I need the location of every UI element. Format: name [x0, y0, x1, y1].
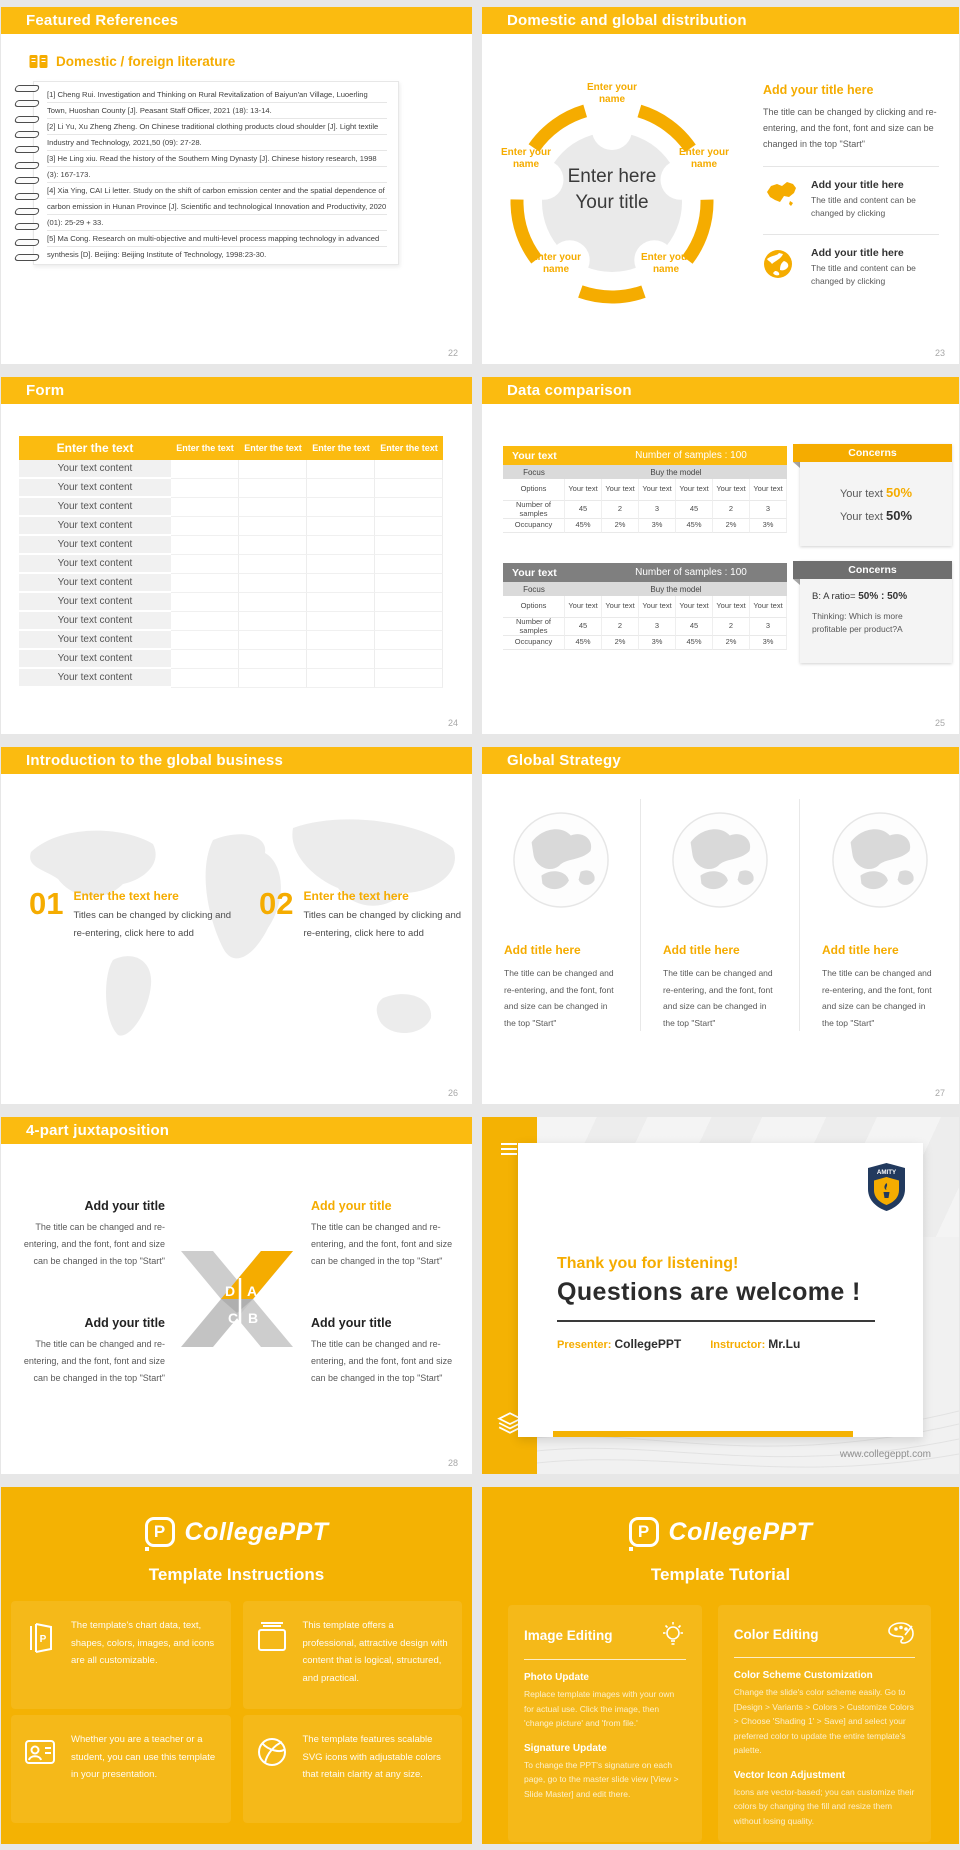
- globe-graphic: [512, 811, 610, 909]
- table-cell: Your text: [565, 596, 602, 618]
- page-number: 27: [934, 1088, 945, 1098]
- heading-rule: [557, 1320, 875, 1322]
- slide-title-bar: Form: [1, 377, 472, 404]
- slide-title-bar: Domestic and global distribution: [482, 7, 959, 34]
- table-cell: 3: [639, 618, 676, 636]
- card-heading: Image Editing: [524, 1627, 613, 1643]
- website-url: www.collegeppt.com: [839, 1449, 931, 1460]
- notebook-graphic: [15, 81, 399, 265]
- instruction-item: [11, 1715, 231, 1823]
- concern-line: Thinking: Which is more profitable per product?A: [812, 611, 903, 634]
- topic-text: Change the slide's color scheme easily. Go to [Design > Variants > Colors > Customize Colors > Choose 'Shading 1' > Save] and select your preferred color to update the entire template's palette.: [733, 1687, 914, 1755]
- brand-name: CollegePPT: [668, 1517, 813, 1546]
- table-row: Your text content: [19, 498, 443, 517]
- column-heading: Add title here: [504, 943, 581, 957]
- world-map-graphic: [1, 802, 472, 1097]
- tutorial-topic: [524, 1672, 686, 1731]
- table-cell: 2: [713, 501, 750, 519]
- university-shield-logo: [868, 1163, 905, 1211]
- flipchart-icon: [23, 1617, 59, 1693]
- juxtaposition-block: [311, 1199, 453, 1270]
- ring-label: Enter your name: [530, 252, 581, 275]
- china-map-icon: [763, 179, 801, 209]
- table-cell: Your text: [676, 479, 713, 501]
- menu-icon: [501, 1143, 517, 1158]
- table-row: Your text content: [19, 574, 443, 593]
- column-header: Enter the text: [176, 443, 234, 453]
- palette-icon: [887, 1621, 915, 1647]
- column-body: The title can be changed and re-entering, and the font, font and size can be changed in the top "Start": [663, 968, 773, 1028]
- numbered-item: [259, 887, 463, 943]
- svg-text:A: A: [246, 1283, 258, 1299]
- topic-text: To change the PPT's signature on each page, go to the master slide view [View > Slide Master] and edit there.: [524, 1759, 679, 1799]
- topic-name: Signature Update: [524, 1742, 607, 1754]
- concern-line: B: A ratio= 50% : 50%: [812, 591, 908, 602]
- juxtaposition-block: [23, 1316, 165, 1387]
- table-cell: Your text: [713, 479, 750, 501]
- tutorial-topic: [524, 1743, 686, 1802]
- strategy-columns: [482, 799, 959, 1031]
- table-cell: 3%: [750, 636, 787, 650]
- globe-graphic: [671, 811, 769, 909]
- slide-distribution: [482, 7, 959, 364]
- table-cell: 2%: [713, 636, 750, 650]
- globe-icon: [763, 247, 801, 279]
- topic-name: Vector Icon Adjustment: [733, 1769, 846, 1781]
- window-icon: [255, 1617, 291, 1693]
- focus-row: Focus Buy the model: [503, 465, 787, 479]
- concerns-panel-1: [800, 444, 952, 546]
- column-header: Enter the text: [380, 443, 438, 453]
- table-header: Your text Number of samples : 100: [503, 446, 787, 465]
- table-cell: Your text: [602, 596, 639, 618]
- table-cell: Your text: [602, 479, 639, 501]
- comparison-table-1: [503, 446, 787, 533]
- thank-you-card: [518, 1143, 923, 1437]
- form-table: [19, 436, 443, 688]
- reference-item: [1] Cheng Rui. Investigation and Thinking on Rural Revitalization of Baiyun'an Village, Luoerling Town, Huoshan County [J]. Peasant Staff Officer, 2021 (18): 13-14.: [47, 90, 368, 115]
- table-header-row: [19, 436, 443, 460]
- panel-title: Template Tutorial: [650, 1565, 791, 1584]
- block-heading: Add your title: [311, 1316, 392, 1330]
- table-row: Your text content: [19, 669, 443, 688]
- slide-title-bar: Data comparison: [482, 377, 959, 404]
- reference-item: [4] Xia Ying, CAI Li letter. Study on the shift of carbon emission center and the spatial dependence of carbon emission in Hunan Province [J]. Scientific and technological Innovation and Productivity, 2020 (01): 25-29 + 33.: [47, 186, 387, 227]
- item-heading: Enter the text here: [303, 889, 409, 903]
- slide-featured-references: [1, 7, 472, 364]
- page-number: 23: [934, 348, 945, 358]
- spiral-binding: [15, 85, 45, 261]
- item-body: Titles can be changed by clicking and re-entering, click here to add: [73, 910, 232, 939]
- block-heading: Add your title: [84, 1316, 165, 1330]
- table-row: Your text content: [19, 460, 443, 479]
- column-heading: Add your title here: [763, 83, 874, 97]
- item-body: The title and content can be changed by clicking: [811, 263, 916, 286]
- table-cell: 45%: [676, 519, 713, 533]
- instruction-text: The template features scalable SVG icons with adjustable colors that retain clarity at any size.: [302, 1734, 441, 1780]
- table-cell: 3%: [639, 519, 676, 533]
- table-cell: 2: [713, 618, 750, 636]
- block-heading: Add your title: [84, 1199, 165, 1213]
- table-cell: Your text: [750, 596, 787, 618]
- item-body: Titles can be changed by clicking and re-entering, click here to add: [303, 910, 462, 939]
- table-row: Your text content: [19, 479, 443, 498]
- item-heading: Add your title here: [811, 247, 904, 259]
- strategy-column: [482, 799, 641, 1031]
- column-header: Enter the text: [244, 443, 302, 453]
- item-number: 02: [259, 886, 294, 921]
- table-row: Your text content: [19, 650, 443, 669]
- column-heading: Add title here: [663, 943, 740, 957]
- section-heading-label: Domestic / foreign literature: [56, 54, 236, 69]
- slide-title-bar: Global Strategy: [482, 747, 959, 774]
- topic-name: Color Scheme Customization: [733, 1670, 873, 1681]
- brand-p-icon: P: [629, 1517, 659, 1547]
- page-number: 28: [447, 1458, 458, 1468]
- ring-label: Enter your name: [678, 147, 729, 170]
- card-heading: Color Editing: [733, 1626, 819, 1642]
- column-header: Enter the text: [312, 443, 370, 453]
- concern-line: Your text 50%: [839, 508, 913, 523]
- block-body: The title can be changed and re-entering, and the font, font and size can be changed in the top "Start": [311, 1339, 453, 1383]
- ring-label: Enter your name: [640, 252, 691, 275]
- topic-text: Icons are vector-based; you can customize their colors by changing the fill and resize them without losing quality.: [733, 1786, 915, 1826]
- open-book-icon: [29, 54, 48, 69]
- slide-title-bar: 4-part juxtaposition: [1, 1117, 472, 1144]
- table-cell: 45%: [565, 519, 602, 533]
- slide-title-bar: Featured References: [1, 7, 472, 34]
- ring-label: Enter your name: [586, 82, 637, 105]
- diagram-center-title: Enter here Your title: [567, 166, 657, 213]
- table-row: Occupancy 45% 2% 3% 45% 2% 3%: [503, 519, 787, 533]
- comparison-table-2: [503, 563, 787, 650]
- table-row: Your text content: [19, 631, 443, 650]
- reference-list: [47, 87, 387, 259]
- concern-line: Your text 50%: [839, 485, 913, 500]
- juxtaposition-block: [23, 1199, 165, 1270]
- instruction-text: The template's chart data, text, shapes, colors, images, and icons are all customizable.: [71, 1620, 215, 1666]
- slide-global-strategy: [482, 747, 959, 1104]
- item-heading: Enter the text here: [73, 889, 179, 903]
- table-cell: 45: [565, 618, 602, 636]
- svg-text:D: D: [224, 1283, 236, 1299]
- table-cell: 3: [750, 501, 787, 519]
- brand-name: CollegePPT: [184, 1517, 329, 1546]
- item-number: 01: [29, 886, 64, 921]
- page-number: 26: [447, 1088, 458, 1098]
- juxtaposition-block: [311, 1316, 453, 1387]
- panel-template-instructions: [1, 1487, 472, 1844]
- ribbon-fold: [793, 579, 800, 585]
- page-number: 24: [447, 718, 458, 728]
- table-cell: 45%: [676, 636, 713, 650]
- table-row: Your text content: [19, 593, 443, 612]
- table-row: Number of samples 45 2 3 45 2 3: [503, 501, 787, 519]
- presenter-line: Presenter: CollegePPT Instructor: Mr.Lu: [557, 1337, 801, 1351]
- divider: [763, 234, 939, 235]
- concerns-header: Concerns: [793, 444, 952, 462]
- tutorial-card-color-editing: [718, 1605, 931, 1842]
- brand-p-icon: P: [145, 1517, 175, 1547]
- block-body: The title can be changed and re-entering, and the font, font and size can be changed in the top "Start": [23, 1339, 165, 1383]
- table-cell: 2%: [602, 636, 639, 650]
- table-row: Your text content: [19, 612, 443, 631]
- svg-text:P: P: [39, 1634, 47, 1645]
- accent-strip: [553, 1431, 853, 1437]
- section-heading: [29, 54, 235, 69]
- reference-item: [3] He Ling xiu. Read the history of the Southern Ming Dynasty [J]. Chinese history research, 1998 (3): 167-173.: [47, 154, 377, 179]
- distribution-text-column: [763, 83, 939, 288]
- slide-global-business: [1, 747, 472, 1104]
- reference-item: [2] Li Yu, Xu Zheng Zheng. On Chinese traditional clothing products cloud shoulder [J]. Light textile Industry and Technology, 2021,50 (09): 27-28.: [47, 122, 379, 147]
- bulb-icon: [660, 1621, 686, 1649]
- tutorial-topic: [734, 1670, 915, 1758]
- concerns-header: Concerns: [793, 561, 952, 579]
- table-row: Options Your text Your text Your text Your text Your text Your text: [503, 596, 787, 618]
- slide-data-comparison: [482, 377, 959, 734]
- x-ribbon-graphic: [169, 1250, 305, 1348]
- panel-template-tutorial: [482, 1487, 959, 1844]
- svg-text:AMITY: AMITY: [876, 1169, 897, 1176]
- table-cell: 3: [750, 618, 787, 636]
- id-card-icon: [23, 1731, 59, 1807]
- table-row: Your text content: [19, 517, 443, 536]
- table-row: Your text content: [19, 555, 443, 574]
- ribbon-fold: [793, 462, 800, 468]
- brand-logo: [1, 1517, 472, 1547]
- table-header: Your text Number of samples : 100: [503, 563, 787, 582]
- table-row: Number of samples 45 2 3 45 2 3: [503, 618, 787, 636]
- table-cell: 3%: [750, 519, 787, 533]
- distribution-item: [763, 247, 939, 288]
- page-number: 25: [934, 718, 945, 728]
- table-cell: Your text: [676, 596, 713, 618]
- svg-text:C: C: [227, 1310, 239, 1326]
- globe-graphic: [831, 811, 929, 909]
- table-cell: 2: [602, 501, 639, 519]
- column-body: The title can be changed by clicking and re-entering, and the font, font and size can be changed in the top "Start": [763, 107, 937, 149]
- topic-name: Photo Update: [524, 1672, 589, 1683]
- ring-label: Enter your name: [500, 147, 551, 170]
- slide-juxtaposition: [1, 1117, 472, 1474]
- instruction-text: Whether you are a teacher or a student, you can use this template in your presentation.: [71, 1734, 216, 1780]
- divider: [763, 166, 939, 167]
- table-row: Your text content: [19, 536, 443, 555]
- instruction-item: [243, 1601, 463, 1709]
- thanks-subtitle: Thank you for listening!: [557, 1255, 739, 1272]
- table-cell: Your text: [565, 479, 602, 501]
- panel-title: Template Instructions: [148, 1565, 325, 1584]
- block-body: The title can be changed and re-entering, and the font, font and size can be changed in the top "Start": [311, 1222, 453, 1266]
- slide-thank-you: [482, 1117, 959, 1474]
- focus-row: Focus Buy the model: [503, 582, 787, 596]
- distribution-item: [763, 179, 939, 220]
- table-cell: Your text: [713, 596, 750, 618]
- thanks-heading: Questions are welcome !: [557, 1278, 861, 1306]
- brand-logo: [482, 1517, 959, 1547]
- table-cell: 45: [676, 618, 713, 636]
- table-cell: Your text: [750, 479, 787, 501]
- table-row: Occupancy 45% 2% 3% 45% 2% 3%: [503, 636, 787, 650]
- tutorial-card-image-editing: [508, 1605, 702, 1842]
- block-heading: Add your title: [311, 1199, 392, 1213]
- item-body: The title and content can be changed by clicking: [811, 195, 916, 218]
- strategy-column: [641, 799, 800, 1031]
- instruction-item: [243, 1715, 463, 1823]
- table-cell: 3%: [639, 636, 676, 650]
- table-cell: 45%: [565, 636, 602, 650]
- ball-icon: [255, 1731, 291, 1807]
- table-cell: 2%: [602, 519, 639, 533]
- column-body: The title can be changed and re-entering, and the font, font and size can be changed in the top "Start": [822, 968, 932, 1028]
- table-body: [19, 460, 443, 688]
- table-cell: 45: [565, 501, 602, 519]
- column-heading: Add title here: [822, 943, 899, 957]
- concerns-panel-2: [800, 561, 952, 663]
- topic-text: Replace template images with your own for actual use. Click the image, then 'change picture' and 'from file.': [524, 1689, 675, 1728]
- table-cell: 45: [676, 501, 713, 519]
- table-cell: 3: [639, 501, 676, 519]
- strategy-column: [800, 799, 959, 1031]
- table-cell: 2%: [713, 519, 750, 533]
- tutorial-topic: [734, 1770, 915, 1829]
- svg-text:B: B: [247, 1310, 259, 1326]
- block-body: The title can be changed and re-entering, and the font, font and size can be changed in the top "Start": [23, 1222, 165, 1266]
- table-cell: 2: [602, 618, 639, 636]
- item-heading: Add your title here: [811, 179, 904, 191]
- instruction-item: [11, 1601, 231, 1709]
- column-header: Enter the text: [56, 441, 134, 455]
- page-number: 22: [447, 348, 458, 358]
- table-cell: Your text: [639, 479, 676, 501]
- table-row: Options Your text Your text Your text Your text Your text Your text: [503, 479, 787, 501]
- reference-item: [5] Ma Cong. Research on multi-objective and multi-level process mapping technology in advanced synthesis [D]. Beijing: Beijing Institute of Technology, 1998:23-30.: [47, 234, 380, 259]
- numbered-item: [29, 887, 233, 943]
- slide-form: [1, 377, 472, 734]
- column-body: The title can be changed and re-entering, and the font, font and size can be changed in the top "Start": [504, 968, 614, 1028]
- table-cell: Your text: [639, 596, 676, 618]
- slide-title-bar: Introduction to the global business: [1, 747, 472, 774]
- instruction-text: This template offers a professional, attractive design with content that is logical, structured, and practical.: [302, 1620, 448, 1684]
